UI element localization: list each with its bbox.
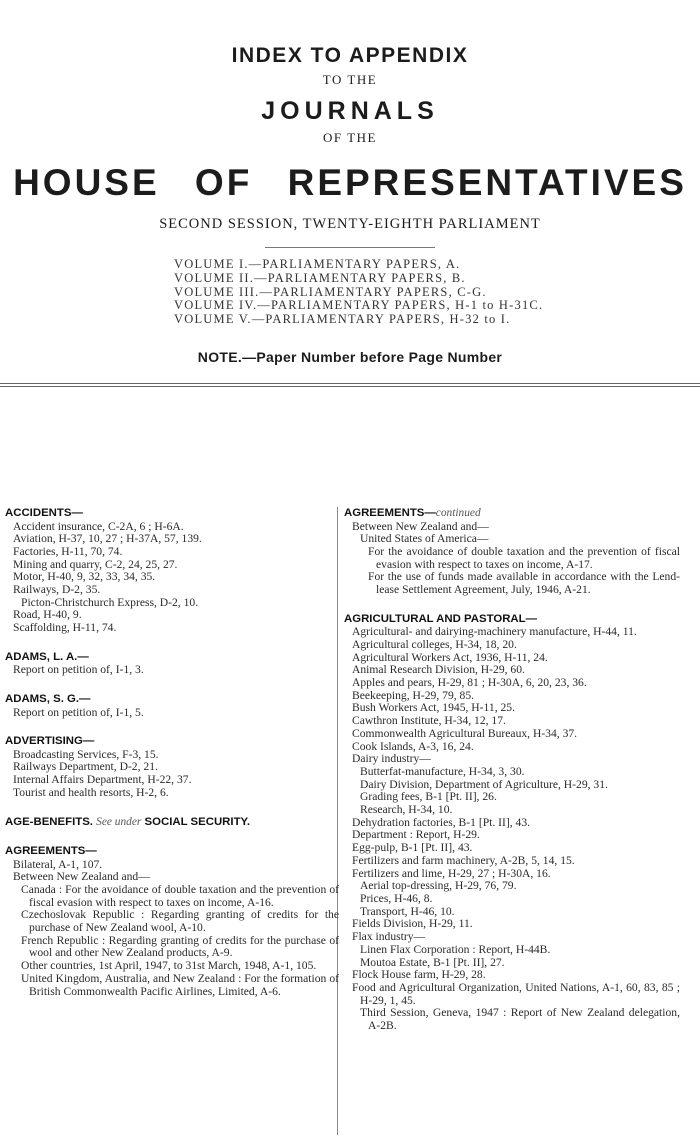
entry-item: Between New Zealand and—: [13, 870, 150, 884]
entry-subitem: Third Session, Geneva, 1947 : Report of New Zealand delegation, A-2B.: [360, 1006, 680, 1033]
entry-item: Tourist and health resorts, H-2, 6.: [13, 785, 169, 799]
volume-row: VOLUME III.—PARLIAMENTARY PAPERS, C-G.: [174, 284, 487, 299]
entry-item: Report on petition of, I-1, 5.: [13, 705, 144, 719]
entry-agricultural: [344, 613, 680, 1033]
entry-item: Flock House farm, H-29, 28.: [352, 968, 486, 982]
short-divider: [265, 247, 435, 248]
volume-list: [174, 258, 700, 327]
entry-item: Animal Research Division, H-29, 60.: [352, 663, 525, 677]
entry-item: Cook Islands, A-3, 16, 24.: [352, 739, 474, 753]
entry-subsubitem: For the use of funds made available in accordance with the Lend-lease Settlement Agreement, July, 1946, A-21.: [368, 570, 680, 597]
note-line: NOTE.—Paper Number before Page Number: [197, 348, 503, 365]
continued-label: continued: [435, 507, 481, 519]
entry-item: Railways Department, D-2, 21.: [13, 760, 158, 774]
volume-row: VOLUME IV.—PARLIAMENTARY PAPERS, H-1 to H-31C.: [174, 298, 544, 313]
entry-item: Fertilizers and lime, H-29, 27 ; H-30A, 16.: [352, 866, 551, 880]
entry-item: Beekeeping, H-29, 79, 85.: [352, 688, 475, 702]
entry-subitem: Linen Flax Corporation : Report, H-44B.: [360, 942, 551, 956]
entry-heading: [344, 507, 680, 521]
entry-subitem: French Republic : Regarding granting of credits for the purchase of wool and other New Zealand products, A-9.: [21, 933, 339, 960]
entry-heading: ADAMS, L. A.—: [5, 650, 89, 663]
entry-item: Egg-pulp, B-1 [Pt. II], 43.: [352, 841, 473, 855]
entry-item: Aviation, H-37, 10, 27 ; H-37A, 57, 139.: [13, 532, 202, 546]
entry-item: Broadcasting Services, F-3, 15.: [13, 747, 159, 761]
entry-item: Railways, D-2, 35.: [13, 583, 101, 597]
entry-item: Dairy industry—: [352, 752, 431, 766]
entry-item: Flax industry—: [352, 930, 426, 944]
entry-heading: ADVERTISING—: [5, 735, 95, 748]
entry-subitem: United Kingdom, Australia, and New Zealand : For the formation of British Commonwealth Pacific Airlines, Limited, A-6.: [21, 971, 339, 998]
entry-item: Scaffolding, H-11, 74.: [13, 621, 117, 635]
volume-row: VOLUME I.—PARLIAMENTARY PAPERS, A.: [174, 257, 461, 271]
left-column: [5, 507, 339, 998]
entry-item: Report on petition of, I-1, 3.: [13, 663, 144, 677]
entry-item: Fertilizers and farm machinery, A-2B, 5, 14, 15.: [352, 853, 575, 867]
entry-subsubitem: For the avoidance of double taxation and the prevention of fiscal evasion with respect to taxes on income, A-17.: [368, 544, 680, 571]
entry-heading: AGE-BENEFITS.: [5, 815, 93, 828]
entry-subitem: Canada : For the avoidance of double taxation and the prevention of fiscal evasion with respect to taxes on income, A-16.: [21, 882, 339, 909]
session-subtitle: SECOND SESSION, TWENTY-EIGHTH PARLIAMENT: [159, 216, 541, 232]
entry-item: Cawthron Institute, H-34, 12, 17.: [352, 714, 506, 728]
entry-item: Accident insurance, C-2A, 6 ; H-6A.: [13, 519, 184, 533]
entry-heading: AGREEMENTS—: [5, 845, 97, 858]
entry-adams-sg: [5, 693, 339, 719]
entry-subitem: Moutoa Estate, B-1 [Pt. II], 27.: [360, 955, 505, 969]
entry-item: Internal Affairs Department, H-22, 37.: [13, 773, 192, 787]
entry-item: Agricultural- and dairying-machinery manufacture, H-44, 11.: [352, 625, 637, 639]
title-journals: JOURNALS: [261, 97, 439, 125]
entry-subitem: Picton-Christchurch Express, D-2, 10.: [21, 595, 199, 609]
entry-item: Apples and pears, H-29, 81 ; H-30A, 6, 20, 23, 36.: [352, 676, 587, 690]
entry-subitem: Butterfat-manufacture, H-34, 3, 30.: [360, 764, 525, 778]
entry-item: Road, H-40, 9.: [13, 608, 82, 622]
entry-subitem: United States of America—: [360, 532, 489, 546]
entry-item: Fields Division, H-29, 11.: [352, 917, 473, 931]
heading-text: AGREEMENTS—: [344, 507, 436, 519]
title-house-of-representatives: HOUSE OF REPRESENTATIVES: [13, 162, 687, 203]
see-under-label: See under: [96, 815, 142, 828]
entry-heading: ADAMS, S. G.—: [5, 693, 91, 706]
entry-item: Bush Workers Act, 1945, H-11, 25.: [352, 701, 515, 715]
entry-subitem: Other countries, 1st April, 1947, to 31st March, 1948, A-1, 105.: [21, 959, 317, 973]
entry-agreements: [5, 845, 339, 998]
entry-heading: AGRICULTURAL AND PASTORAL—: [344, 612, 537, 625]
entry-item: Bilateral, A-1, 107.: [13, 857, 103, 871]
volume-row: VOLUME II.—PARLIAMENTARY PAPERS, B.: [174, 270, 466, 285]
cross-reference: SOCIAL SECURITY.: [144, 815, 251, 828]
entry-item: Food and Agricultural Organization, United Nations, A-1, 60, 83, 85 ; H-29, 1, 45.: [352, 980, 680, 1007]
entry-subitem: Dairy Division, Department of Agriculture, H-29, 31.: [360, 777, 608, 791]
entry-item: Dehydration factories, B-1 [Pt. II], 43.: [352, 815, 531, 829]
entry-subitem: Czechoslovak Republic : Regarding granting of credits for the purchase of New Zealand wool, A-10.: [21, 908, 339, 935]
entry-item: Agricultural Workers Act, 1936, H-11, 24.: [352, 650, 548, 664]
entry-item: Department : Report, H-29.: [352, 828, 480, 842]
volume-row: VOLUME V.—PARLIAMENTARY PAPERS, H-32 to I.: [174, 312, 511, 327]
entry-adams-la: [5, 651, 339, 677]
entry-age-benefits: [5, 816, 339, 830]
entry-agreements-continued: [344, 507, 680, 597]
entry-subitem: Research, H-34, 10.: [360, 803, 453, 817]
entry-subitem: Prices, H-46, 8.: [360, 891, 433, 905]
title-to-the: TO THE: [322, 72, 378, 87]
entry-subitem: Aerial top-dressing, H-29, 76, 79.: [360, 879, 517, 893]
right-column: [344, 507, 680, 1033]
entry-subitem: Grading fees, B-1 [Pt. II], 26.: [360, 790, 497, 804]
entry-heading: ACCIDENTS—: [5, 507, 83, 519]
entry-item: Mining and quarry, C-2, 24, 25, 27.: [13, 557, 178, 571]
title-index-to-appendix: INDEX TO APPENDIX: [231, 44, 469, 67]
entry-advertising: [5, 735, 339, 799]
title-block: [0, 44, 700, 233]
entry-item: Motor, H-40, 9, 32, 33, 34, 35.: [13, 570, 156, 584]
entry-item: Between New Zealand and—: [352, 519, 489, 533]
entry-item: Agricultural colleges, H-34, 18, 20.: [352, 637, 517, 651]
entry-item: Factories, H-11, 70, 74.: [13, 544, 123, 558]
entry-accidents: [5, 507, 339, 635]
title-of-the: OF THE: [323, 130, 377, 145]
entry-item: Commonwealth Agricultural Bureaux, H-34, 37.: [352, 726, 578, 740]
double-rule: [0, 383, 700, 387]
entry-subitem: Transport, H-46, 10.: [360, 904, 455, 918]
